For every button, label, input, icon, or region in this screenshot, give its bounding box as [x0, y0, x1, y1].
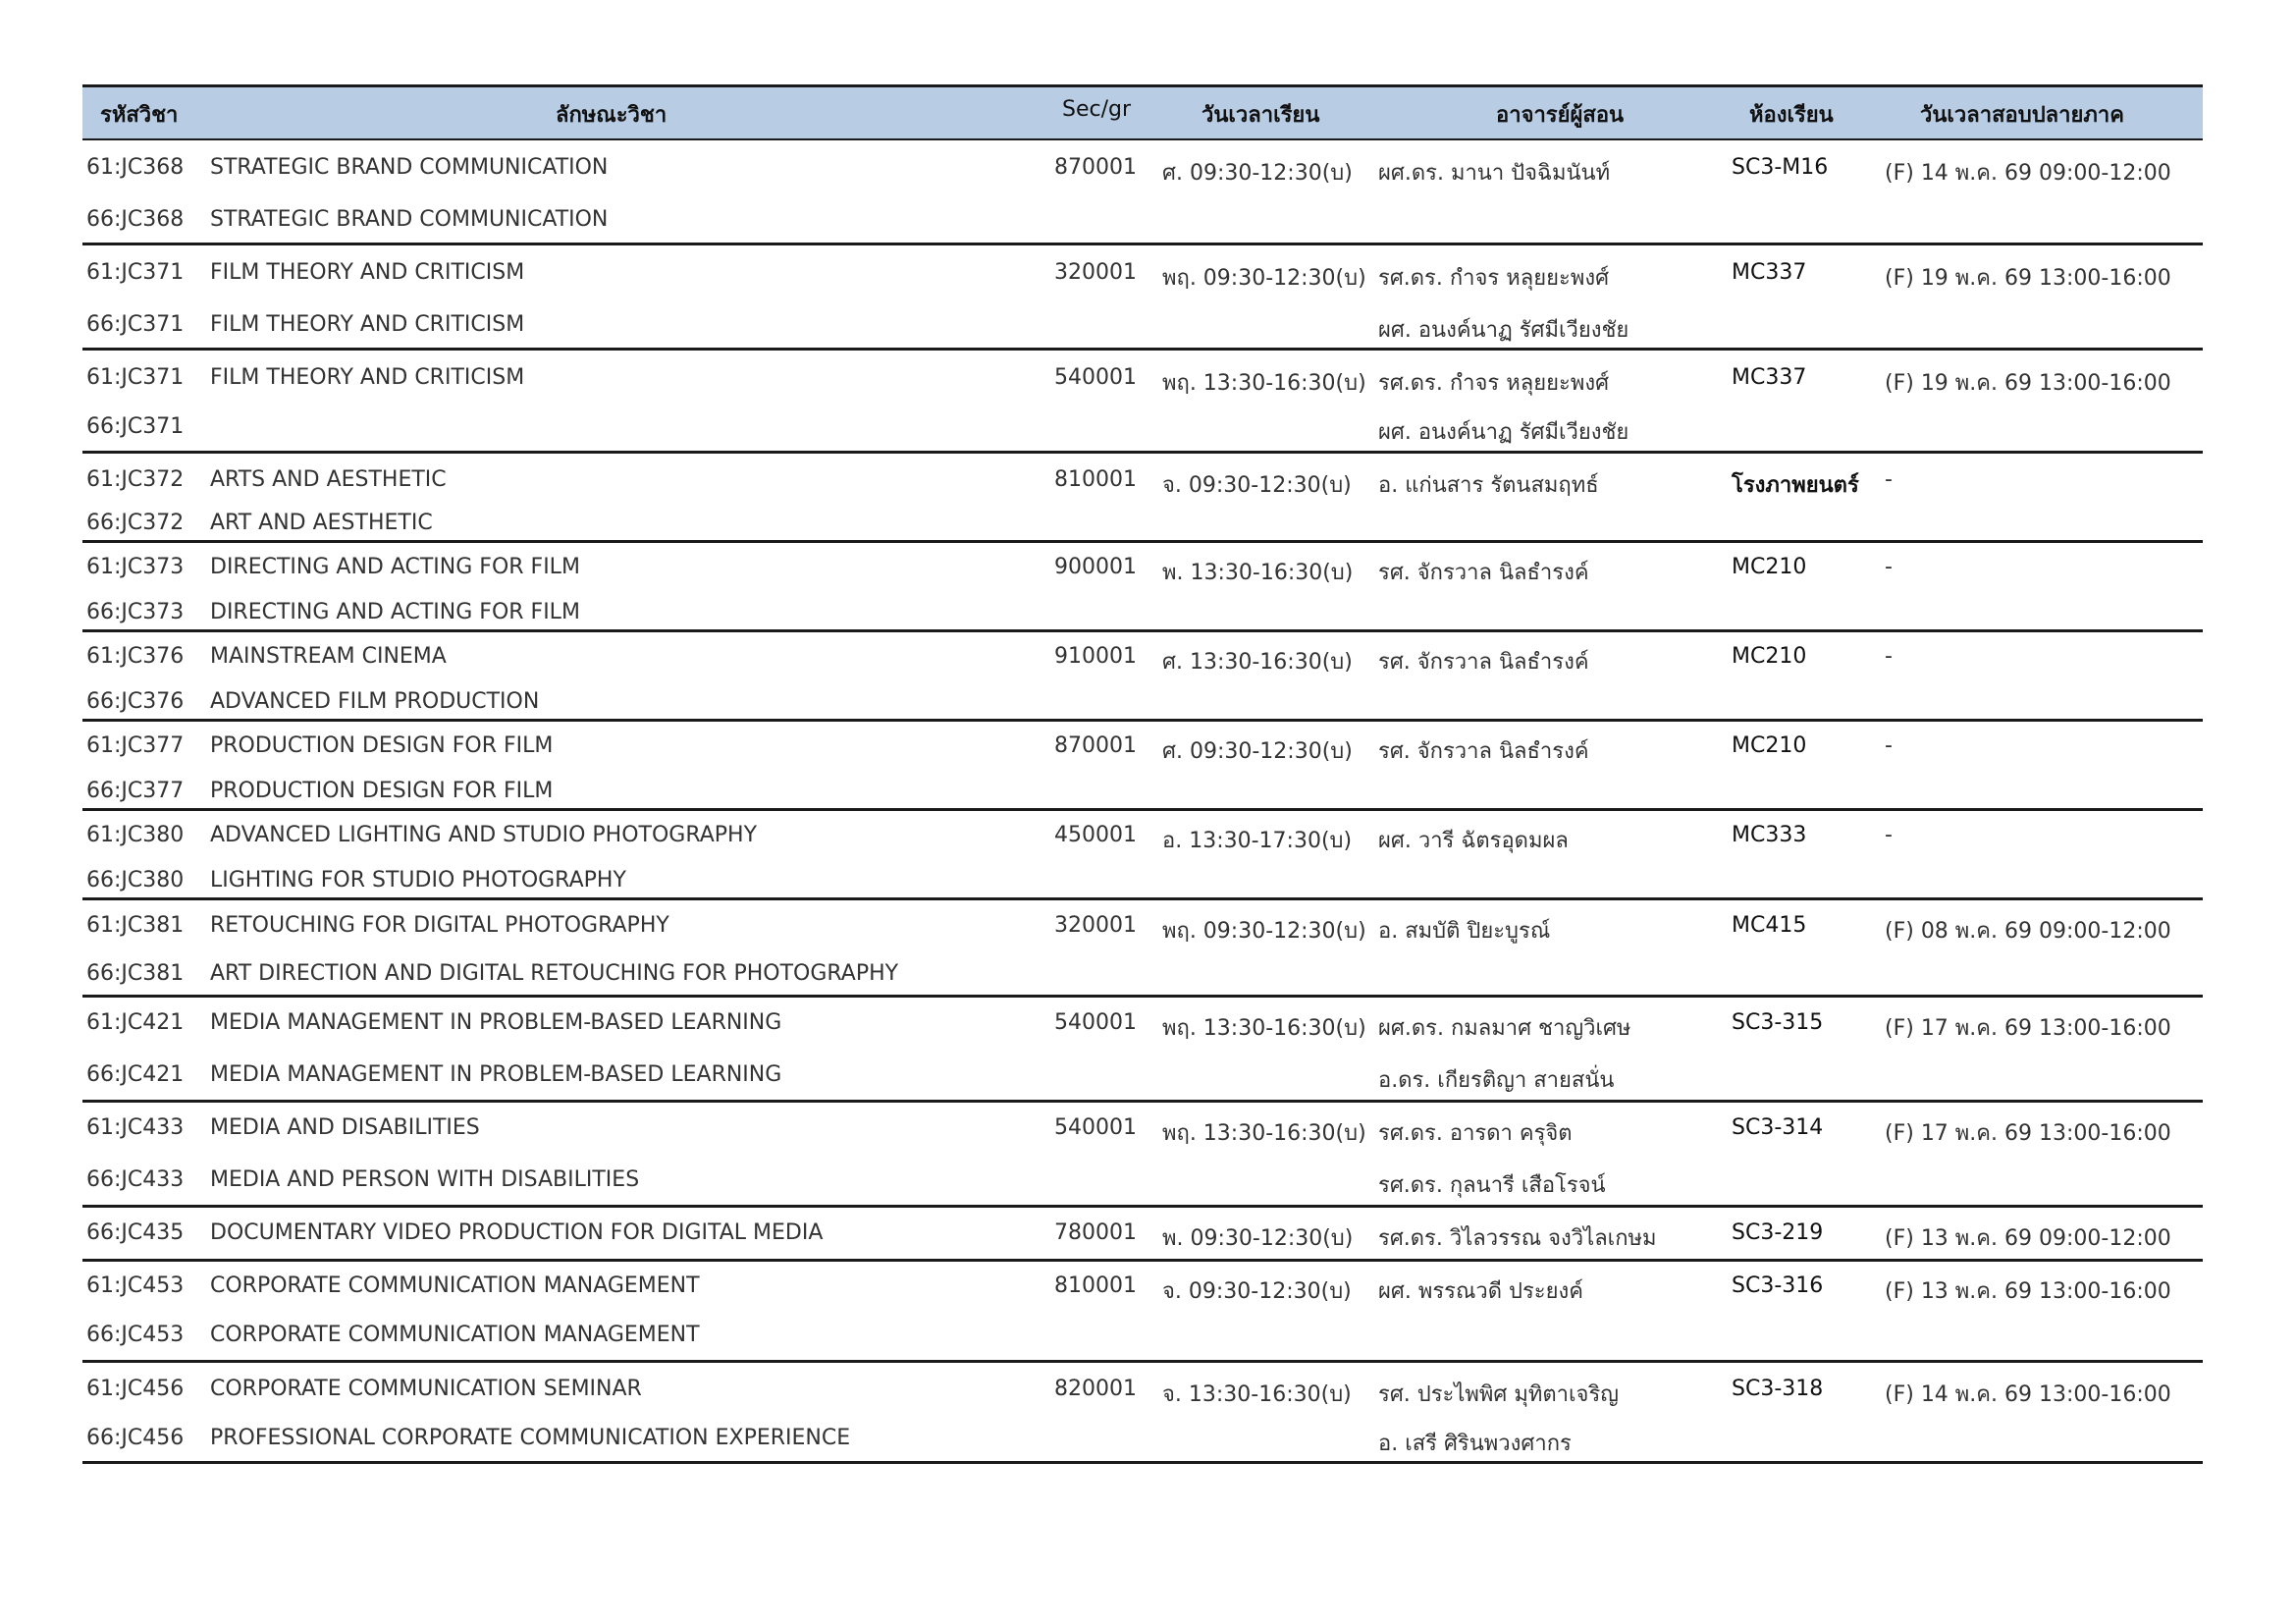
course-group — [82, 811, 2203, 900]
room-cell: MC337 — [1732, 260, 1807, 285]
course-group — [82, 351, 2203, 454]
section-cell: 540001 — [1054, 1115, 1137, 1140]
course-code-cell: 61:JC456 — [86, 1377, 185, 1401]
course-code-cell: 61:JC376 — [86, 644, 185, 669]
instructor-cell: ผศ.ดร. กมลมาศ ชาญวิเศษ — [1378, 1016, 1631, 1041]
class-time-cell: พฤ. 13:30-16:30(บ) — [1162, 371, 1366, 396]
exam-time-cell: - — [1885, 555, 1893, 579]
course-name-cell: ARTS AND AESTHETIC — [210, 467, 447, 492]
table-row — [82, 511, 2203, 538]
room-cell: SC3-219 — [1732, 1220, 1824, 1245]
table-body — [82, 140, 2203, 1464]
course-code-cell: 66:JC371 — [86, 414, 185, 439]
course-name-cell: DOCUMENTARY VIDEO PRODUCTION FOR DIGITAL MEDIA — [210, 1220, 824, 1245]
class-time-cell: อ. 13:30-17:30(บ) — [1162, 829, 1353, 853]
course-code-cell: 66:JC456 — [86, 1426, 185, 1450]
table-row — [82, 1426, 2203, 1456]
instructor-cell: อ. สมบัติ ปิยะบูรณ์ — [1378, 919, 1551, 944]
course-name-cell: LIGHTING FOR STUDIO PHOTOGRAPHY — [210, 868, 626, 893]
table-row — [82, 1115, 2203, 1146]
room-cell: SC3-318 — [1732, 1377, 1824, 1401]
course-code-cell: 66:JC372 — [86, 511, 185, 535]
exam-time-cell: - — [1885, 644, 1893, 669]
section-cell: 870001 — [1054, 155, 1137, 180]
table-row — [82, 1377, 2203, 1407]
instructor-cell: รศ.ดร. อารดา ครุจิต — [1378, 1121, 1573, 1146]
section-cell: 820001 — [1054, 1377, 1137, 1401]
course-name-cell: ART DIRECTION AND DIGITAL RETOUCHING FOR PHOTOGRAPHY — [210, 961, 899, 986]
table-row — [82, 312, 2203, 343]
section-cell: 450001 — [1054, 823, 1137, 847]
course-group — [82, 1208, 2203, 1262]
course-name-cell: FILM THEORY AND CRITICISM — [210, 365, 525, 390]
course-schedule-table — [82, 84, 2203, 1464]
course-group — [82, 140, 2203, 245]
exam-time-cell: - — [1885, 733, 1893, 758]
table-row — [82, 155, 2203, 186]
class-time-cell: จ. 13:30-16:30(บ) — [1162, 1382, 1352, 1407]
class-time-cell: พ. 13:30-16:30(บ) — [1162, 561, 1354, 585]
course-name-cell: CORPORATE COMMUNICATION MANAGEMENT — [210, 1323, 700, 1347]
table-row — [82, 733, 2203, 764]
class-time-cell: ศ. 09:30-12:30(บ) — [1162, 739, 1353, 764]
class-time-cell: พ. 09:30-12:30(บ) — [1162, 1226, 1354, 1251]
course-name-cell: RETOUCHING FOR DIGITAL PHOTOGRAPHY — [210, 913, 669, 938]
course-code-cell: 66:JC435 — [86, 1220, 185, 1245]
header-room: ห้องเรียน — [1749, 103, 1834, 128]
course-code-cell: 61:JC381 — [86, 913, 185, 938]
exam-time-cell: (F) 13 พ.ค. 69 09:00-12:00 — [1885, 1226, 2171, 1251]
class-time-cell: พฤ. 09:30-12:30(บ) — [1162, 266, 1366, 291]
table-row — [82, 1062, 2203, 1093]
course-name-cell: ADVANCED LIGHTING AND STUDIO PHOTOGRAPHY — [210, 823, 758, 847]
table-row — [82, 365, 2203, 396]
header-exam: วันเวลาสอบปลายภาค — [1920, 103, 2124, 128]
class-time-cell: พฤ. 13:30-16:30(บ) — [1162, 1121, 1366, 1146]
course-code-cell: 66:JC377 — [86, 779, 185, 803]
course-name-cell: CORPORATE COMMUNICATION SEMINAR — [210, 1377, 642, 1401]
course-name-cell: MAINSTREAM CINEMA — [210, 644, 447, 669]
table-row — [82, 555, 2203, 585]
room-cell: MC210 — [1732, 555, 1807, 579]
course-code-cell: 66:JC381 — [86, 961, 185, 986]
instructor-cell: รศ.ดร. กำจร หลุยยะพงศ์ — [1378, 371, 1610, 396]
exam-time-cell: (F) 17 พ.ค. 69 13:00-16:00 — [1885, 1121, 2171, 1146]
course-code-cell: 61:JC380 — [86, 823, 185, 847]
instructor-cell: รศ.ดร. วิไลวรรณ จงวิไลเกษม — [1378, 1226, 1657, 1251]
instructor-cell: อ.ดร. เกียรติญา สายสนั่น — [1378, 1068, 1615, 1093]
course-group — [82, 1363, 2203, 1464]
instructor-cell: ผศ. พรรณวดี ประยงค์ — [1378, 1279, 1583, 1304]
table-row — [82, 689, 2203, 717]
instructor-cell: รศ.ดร. กุลนารี เสือโรจน์ — [1378, 1173, 1606, 1198]
section-cell: 540001 — [1054, 1010, 1137, 1035]
table-row — [82, 260, 2203, 291]
room-cell: MC210 — [1732, 644, 1807, 669]
course-name-cell: ART AND AESTHETIC — [210, 511, 433, 535]
instructor-cell: รศ. จักรวาล นิลธำรงค์ — [1378, 561, 1589, 585]
room-cell: SC3-314 — [1732, 1115, 1824, 1140]
course-code-cell: 61:JC372 — [86, 467, 185, 492]
course-code-cell: 66:JC371 — [86, 312, 185, 337]
course-name-cell: PRODUCTION DESIGN FOR FILM — [210, 733, 554, 758]
course-name-cell: STRATEGIC BRAND COMMUNICATION — [210, 155, 609, 180]
course-name-cell: MEDIA AND DISABILITIES — [210, 1115, 480, 1140]
table-row — [82, 414, 2203, 445]
header-name: ลักษณะวิชา — [556, 103, 667, 128]
room-cell: MC337 — [1732, 365, 1807, 390]
course-name-cell: STRATEGIC BRAND COMMUNICATION — [210, 207, 609, 232]
room-cell: MC333 — [1732, 823, 1807, 847]
table-row — [82, 1273, 2203, 1304]
class-time-cell: พฤ. 09:30-12:30(บ) — [1162, 919, 1366, 944]
section-cell: 900001 — [1054, 555, 1137, 579]
course-name-cell: DIRECTING AND ACTING FOR FILM — [210, 600, 580, 624]
table-row — [82, 1010, 2203, 1041]
exam-time-cell: - — [1885, 467, 1893, 492]
course-group — [82, 245, 2203, 351]
course-group — [82, 900, 2203, 998]
course-code-cell: 61:JC377 — [86, 733, 185, 758]
course-group — [82, 454, 2203, 543]
room-cell: MC415 — [1732, 913, 1807, 938]
exam-time-cell: (F) 08 พ.ค. 69 09:00-12:00 — [1885, 919, 2171, 944]
course-code-cell: 61:JC453 — [86, 1273, 185, 1298]
section-cell: 540001 — [1054, 365, 1137, 390]
course-name-cell: FILM THEORY AND CRITICISM — [210, 260, 525, 285]
class-time-cell: พฤ. 13:30-16:30(บ) — [1162, 1016, 1366, 1041]
class-time-cell: จ. 09:30-12:30(บ) — [1162, 1279, 1352, 1304]
room-cell: MC210 — [1732, 733, 1807, 758]
room-cell: โรงภาพยนตร์ — [1732, 473, 1859, 498]
course-name-cell: DIRECTING AND ACTING FOR FILM — [210, 555, 580, 579]
exam-time-cell: - — [1885, 823, 1893, 847]
exam-time-cell: (F) 14 พ.ค. 69 09:00-12:00 — [1885, 161, 2171, 186]
table-row — [82, 961, 2203, 989]
course-code-cell: 66:JC421 — [86, 1062, 185, 1087]
table-row — [82, 913, 2203, 944]
course-code-cell: 66:JC453 — [86, 1323, 185, 1347]
course-name-cell: PROFESSIONAL CORPORATE COMMUNICATION EXPERIENCE — [210, 1426, 851, 1450]
header-time: วันเวลาเรียน — [1201, 103, 1320, 128]
course-name-cell: CORPORATE COMMUNICATION MANAGEMENT — [210, 1273, 700, 1298]
course-group — [82, 543, 2203, 632]
course-group — [82, 1103, 2203, 1208]
instructor-cell: อ. แก่นสาร รัตนสมฤทธ์ — [1378, 473, 1599, 498]
table-row — [82, 644, 2203, 675]
course-group — [82, 1262, 2203, 1363]
section-cell: 810001 — [1054, 1273, 1137, 1298]
course-group — [82, 632, 2203, 722]
instructor-cell: ผศ. อนงค์นาฏ รัศมีเวียงชัย — [1378, 318, 1629, 343]
course-code-cell: 61:JC373 — [86, 555, 185, 579]
exam-time-cell: (F) 17 พ.ค. 69 13:00-16:00 — [1885, 1016, 2171, 1041]
room-cell: SC3-316 — [1732, 1273, 1824, 1298]
exam-time-cell: (F) 19 พ.ค. 69 13:00-16:00 — [1885, 266, 2171, 291]
course-code-cell: 61:JC368 — [86, 155, 185, 180]
table-row — [82, 779, 2203, 806]
class-time-cell: จ. 09:30-12:30(บ) — [1162, 473, 1352, 498]
course-code-cell: 61:JC371 — [86, 365, 185, 390]
course-group — [82, 998, 2203, 1103]
exam-time-cell: (F) 19 พ.ค. 69 13:00-16:00 — [1885, 371, 2171, 396]
course-code-cell: 61:JC371 — [86, 260, 185, 285]
course-code-cell: 61:JC433 — [86, 1115, 185, 1140]
header-code: รหัสวิชา — [100, 103, 179, 128]
course-code-cell: 66:JC380 — [86, 868, 185, 893]
course-name-cell: MEDIA AND PERSON WITH DISABILITIES — [210, 1167, 640, 1192]
class-time-cell: ศ. 09:30-12:30(บ) — [1162, 161, 1353, 186]
instructor-cell: ผศ. อนงค์นาฏ รัศมีเวียงชัย — [1378, 420, 1629, 445]
class-time-cell: ศ. 13:30-16:30(บ) — [1162, 650, 1353, 675]
course-name-cell: MEDIA MANAGEMENT IN PROBLEM-BASED LEARNING — [210, 1010, 782, 1035]
instructor-cell: อ. เสรี ศิรินพวงศากร — [1378, 1432, 1572, 1456]
section-cell: 810001 — [1054, 467, 1137, 492]
table-row — [82, 1167, 2203, 1198]
instructor-cell: ผศ.ดร. มานา ปัจฉิมนันท์ — [1378, 161, 1611, 186]
course-name-cell: PRODUCTION DESIGN FOR FILM — [210, 779, 554, 803]
course-name-cell: ADVANCED FILM PRODUCTION — [210, 689, 540, 714]
course-name-cell: FILM THEORY AND CRITICISM — [210, 312, 525, 337]
course-name-cell: MEDIA MANAGEMENT IN PROBLEM-BASED LEARNING — [210, 1062, 782, 1087]
header-sec: Sec/gr — [1062, 97, 1132, 122]
course-group — [82, 722, 2203, 811]
table-row — [82, 207, 2203, 235]
table-row — [82, 868, 2203, 895]
course-code-cell: 66:JC373 — [86, 600, 185, 624]
table-header — [82, 84, 2203, 140]
table-row — [82, 823, 2203, 853]
exam-time-cell: (F) 14 พ.ค. 69 13:00-16:00 — [1885, 1382, 2171, 1407]
table-row — [82, 467, 2203, 498]
course-code-cell: 66:JC433 — [86, 1167, 185, 1192]
course-code-cell: 66:JC376 — [86, 689, 185, 714]
instructor-cell: รศ.ดร. กำจร หลุยยะพงศ์ — [1378, 266, 1610, 291]
section-cell: 320001 — [1054, 260, 1137, 285]
exam-time-cell: (F) 13 พ.ค. 69 13:00-16:00 — [1885, 1279, 2171, 1304]
table-row — [82, 600, 2203, 627]
instructor-cell: รศ. จักรวาล นิลธำรงค์ — [1378, 650, 1589, 675]
table-row — [82, 1220, 2203, 1251]
instructor-cell: รศ. จักรวาล นิลธำรงค์ — [1378, 739, 1589, 764]
table-row — [82, 1323, 2203, 1350]
instructor-cell: รศ. ประไพพิศ มุทิตาเจริญ — [1378, 1382, 1620, 1407]
section-cell: 780001 — [1054, 1220, 1137, 1245]
room-cell: SC3-M16 — [1732, 155, 1829, 180]
room-cell: SC3-315 — [1732, 1010, 1824, 1035]
course-code-cell: 66:JC368 — [86, 207, 185, 232]
header-instructor: อาจารย์ผู้สอน — [1496, 103, 1625, 128]
section-cell: 320001 — [1054, 913, 1137, 938]
instructor-cell: ผศ. วารี ฉัตรอุดมผล — [1378, 829, 1569, 853]
section-cell: 870001 — [1054, 733, 1137, 758]
section-cell: 910001 — [1054, 644, 1137, 669]
course-code-cell: 61:JC421 — [86, 1010, 185, 1035]
